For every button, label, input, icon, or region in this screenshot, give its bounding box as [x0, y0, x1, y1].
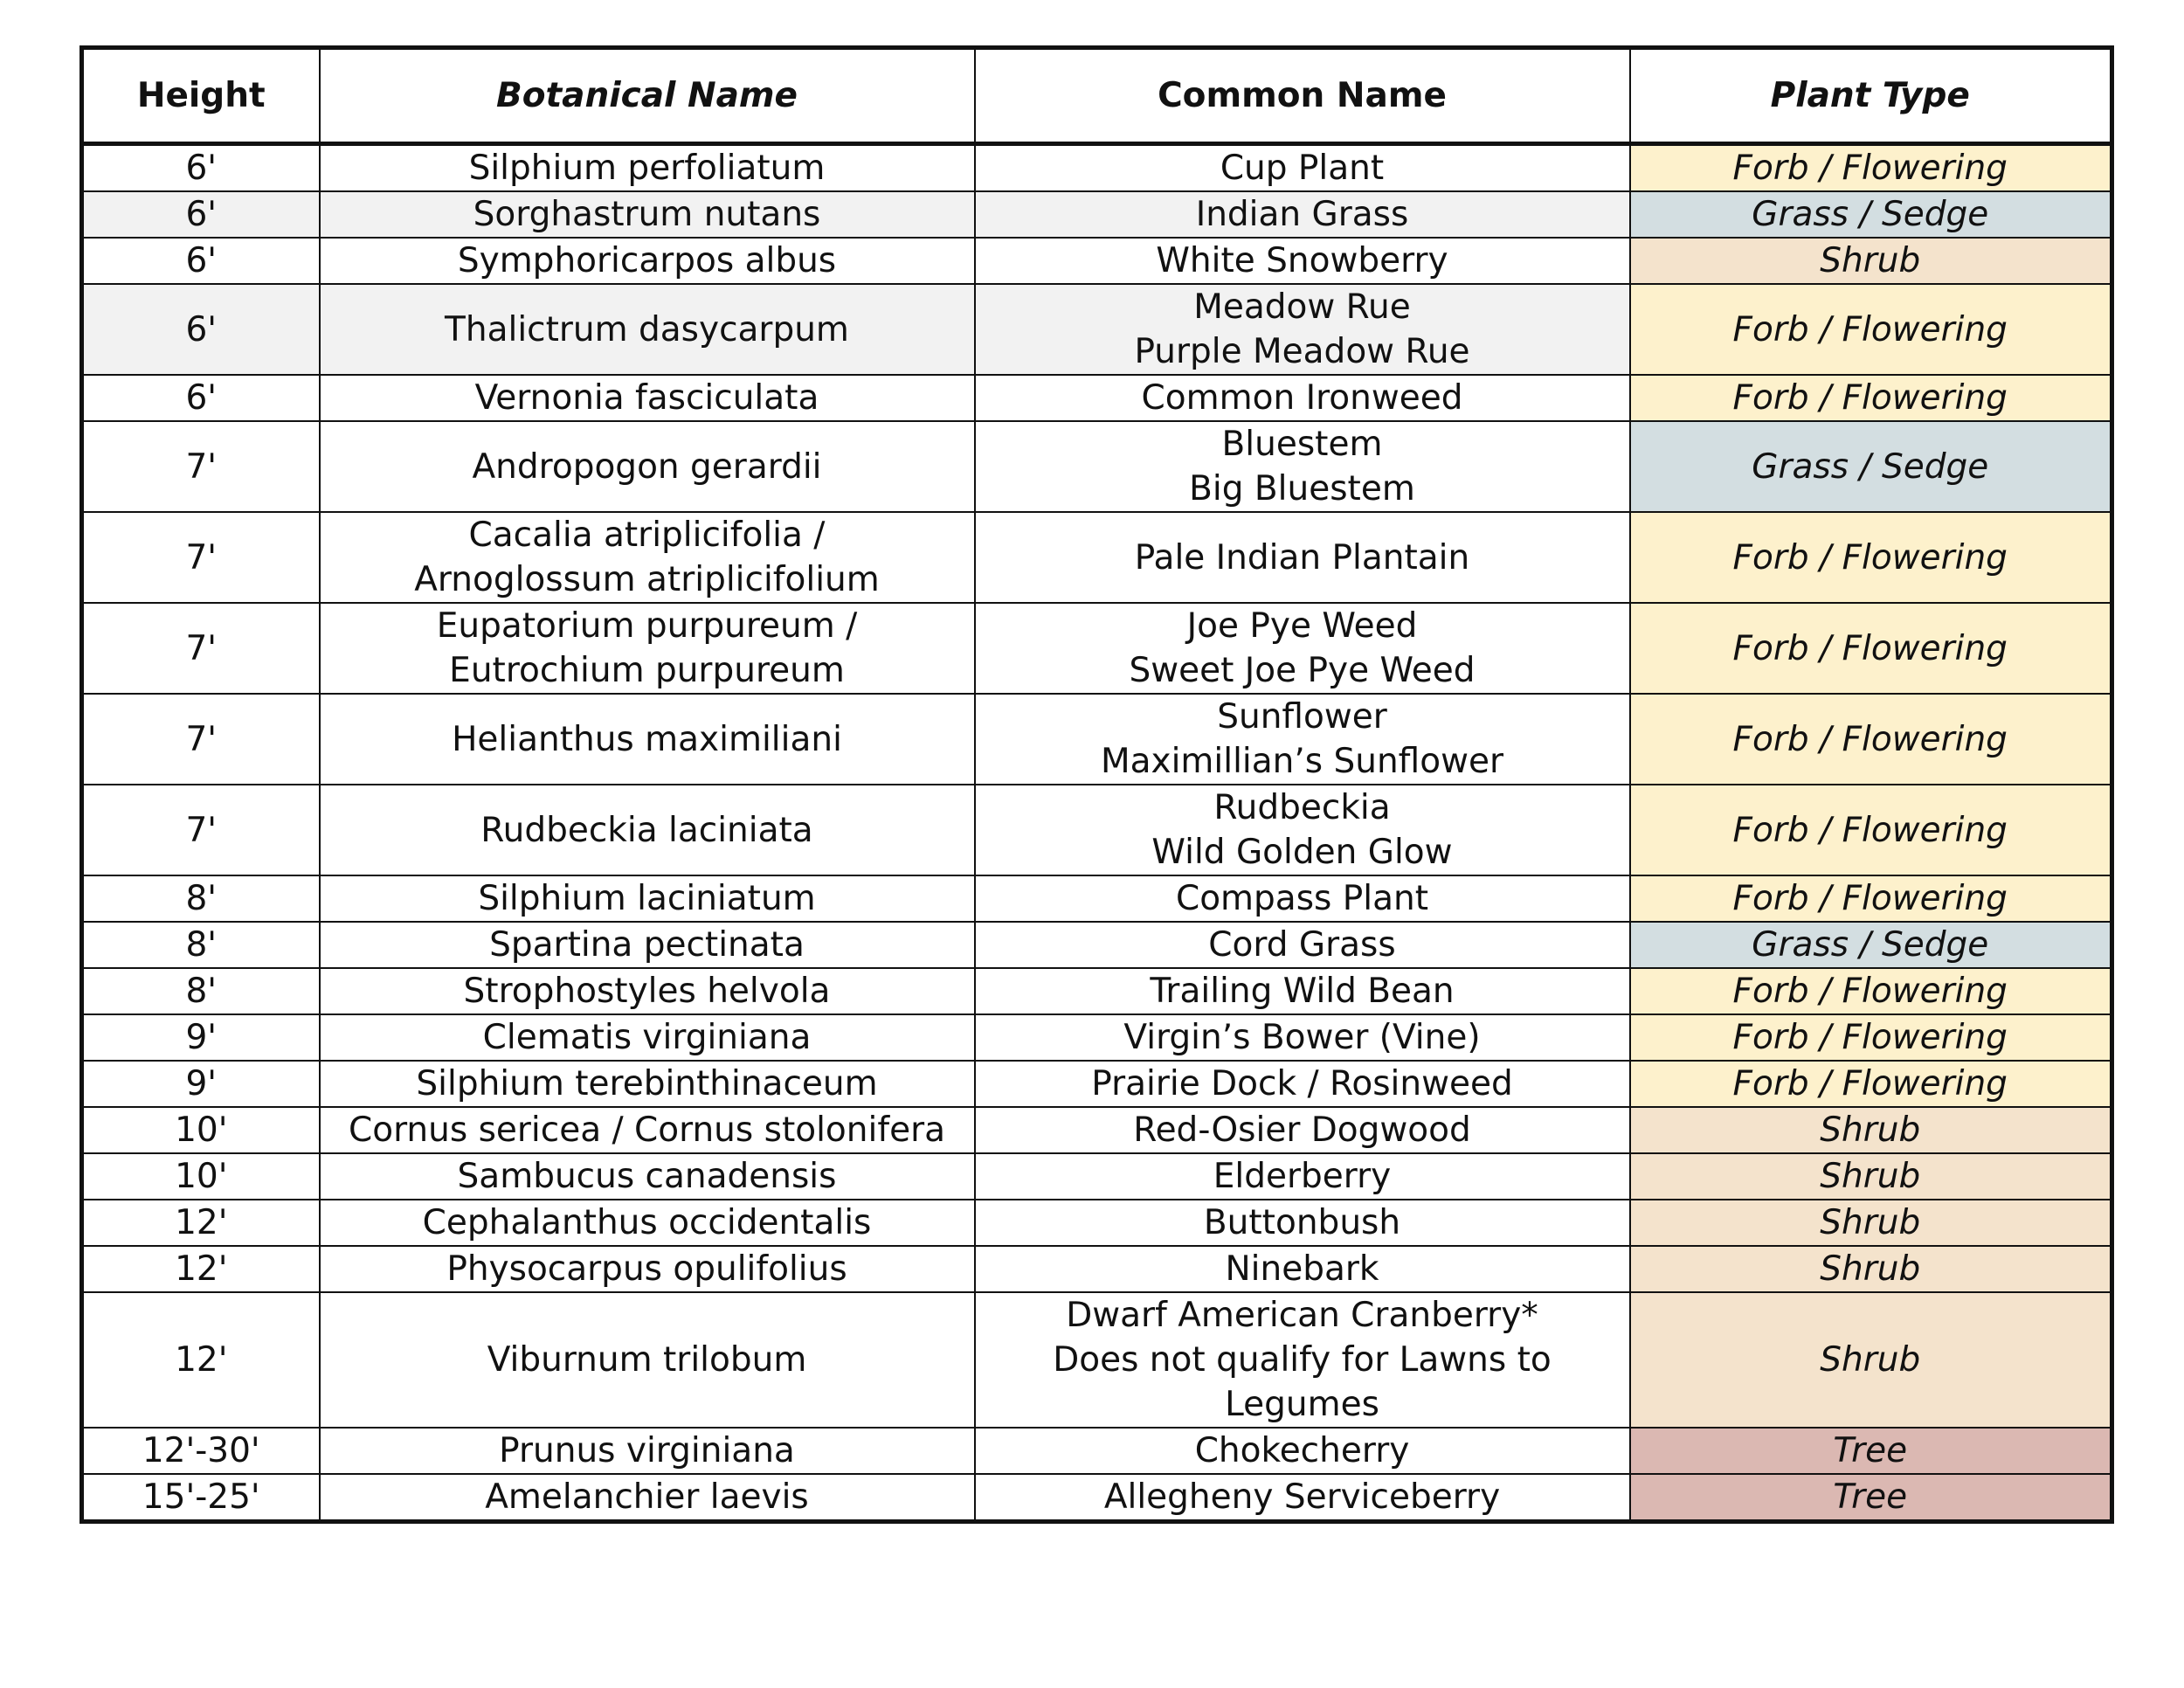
plant-type-cell: Shrub: [1630, 1107, 2112, 1153]
common-name-cell: [975, 1200, 1630, 1246]
plant-type-cell: Forb / Flowering: [1630, 785, 2112, 875]
common-name-line: Meadow Rue: [1193, 287, 1411, 327]
common-name-cell: [975, 191, 1630, 238]
botanical-name-cell: [320, 922, 975, 968]
plant-type-cell: Forb / Flowering: [1630, 875, 2112, 922]
botanical-name-cell: [320, 875, 975, 922]
common-name-cell: [975, 1107, 1630, 1153]
plant-table: [79, 45, 2114, 1524]
common-name-line: Dwarf American Cranberry*: [1066, 1296, 1538, 1335]
botanical-name-line: Silphium laciniatum: [478, 879, 816, 918]
common-name-cell: [975, 1014, 1630, 1061]
common-name-line: Virgin’s Bower (Vine): [1123, 1018, 1481, 1057]
height-cell: 8': [82, 968, 320, 1014]
botanical-name-cell: [320, 1246, 975, 1292]
height-cell: 7': [82, 785, 320, 875]
height-cell: 6': [82, 375, 320, 421]
botanical-name-cell: [320, 1153, 975, 1200]
botanical-name-line: Strophostyles helvola: [463, 972, 831, 1011]
common-name-cell: [975, 375, 1630, 421]
botanical-name-line: Rudbeckia laciniata: [480, 810, 813, 850]
table-row: [82, 1474, 2112, 1522]
common-name-line: Allegheny Serviceberry: [1103, 1477, 1501, 1517]
common-name-line: Cup Plant: [1220, 149, 1385, 188]
common-name-line: White Snowberry: [1156, 241, 1448, 280]
height-cell: 12': [82, 1246, 320, 1292]
botanical-name-cell: [320, 512, 975, 603]
common-name-cell: [975, 1292, 1630, 1428]
table-row: [82, 512, 2112, 603]
botanical-name-cell: [320, 191, 975, 238]
common-name-line: Cord Grass: [1208, 925, 1396, 965]
botanical-name-cell: [320, 421, 975, 512]
table-row: [82, 238, 2112, 284]
header-plant-type: Plant Type: [1630, 48, 2112, 144]
table-row: [82, 144, 2112, 192]
botanical-name-cell: [320, 375, 975, 421]
height-cell: 7': [82, 512, 320, 603]
table-row: [82, 1428, 2112, 1474]
height-cell: 12': [82, 1200, 320, 1246]
table-row: [82, 694, 2112, 785]
botanical-name-line: Cacalia atriplicifolia /: [468, 515, 826, 555]
height-cell: 6': [82, 191, 320, 238]
table-row: [82, 785, 2112, 875]
botanical-name-line: Prunus virginiana: [499, 1431, 795, 1470]
table-row: [82, 421, 2112, 512]
botanical-name-line: Eupatorium purpureum /: [436, 606, 858, 646]
table-row: [82, 375, 2112, 421]
height-cell: 12'-30': [82, 1428, 320, 1474]
plant-type-cell: Forb / Flowering: [1630, 375, 2112, 421]
plant-type-cell: Forb / Flowering: [1630, 284, 2112, 375]
botanical-name-cell: [320, 1014, 975, 1061]
height-cell: 7': [82, 421, 320, 512]
common-name-line: Does not qualify for Lawns to: [1053, 1340, 1552, 1380]
botanical-name-line: Eutrochium purpureum: [449, 651, 845, 690]
botanical-name-line: Clematis virginiana: [482, 1018, 812, 1057]
header-common-name: Common Name: [975, 48, 1630, 144]
height-cell: 10': [82, 1153, 320, 1200]
table-row: [82, 1061, 2112, 1107]
header-height: Height: [82, 48, 320, 144]
height-cell: 6': [82, 284, 320, 375]
botanical-name-line: Sorghastrum nutans: [473, 195, 821, 234]
common-name-line: Purple Meadow Rue: [1134, 332, 1470, 371]
common-name-cell: [975, 603, 1630, 694]
common-name-line: Bluestem: [1221, 425, 1383, 464]
botanical-name-line: Physocarpus opulifolius: [446, 1249, 847, 1289]
common-name-cell: [975, 1246, 1630, 1292]
common-name-line: Rudbeckia: [1213, 788, 1391, 827]
height-cell: 9': [82, 1014, 320, 1061]
height-cell: 8': [82, 875, 320, 922]
common-name-line: Legumes: [1225, 1385, 1379, 1424]
table-row: [82, 284, 2112, 375]
plant-type-cell: Grass / Sedge: [1630, 191, 2112, 238]
common-name-line: Red-Osier Dogwood: [1133, 1110, 1471, 1150]
common-name-line: Maximillian’s Sunflower: [1100, 742, 1504, 781]
table-row: [82, 1107, 2112, 1153]
botanical-name-line: Arnoglossum atriplicifolium: [414, 560, 880, 599]
table-row: [82, 1014, 2112, 1061]
common-name-cell: [975, 284, 1630, 375]
plant-type-cell: Tree: [1630, 1428, 2112, 1474]
common-name-line: Sunflower: [1217, 697, 1387, 737]
botanical-name-line: Sambucus canadensis: [457, 1157, 837, 1196]
common-name-line: Big Bluestem: [1189, 469, 1415, 508]
common-name-cell: [975, 1474, 1630, 1522]
plant-type-cell: Forb / Flowering: [1630, 603, 2112, 694]
table-row: [82, 1200, 2112, 1246]
botanical-name-line: Viburnum trilobum: [487, 1340, 807, 1380]
botanical-name-line: Symphoricarpos albus: [457, 241, 837, 280]
plant-type-cell: Grass / Sedge: [1630, 922, 2112, 968]
botanical-name-cell: [320, 238, 975, 284]
plant-type-cell: Forb / Flowering: [1630, 1014, 2112, 1061]
common-name-line: Ninebark: [1225, 1249, 1379, 1289]
common-name-line: Prairie Dock / Rosinweed: [1091, 1064, 1513, 1103]
plant-type-cell: Shrub: [1630, 1200, 2112, 1246]
botanical-name-line: Cephalanthus occidentalis: [422, 1203, 872, 1242]
common-name-cell: [975, 968, 1630, 1014]
height-cell: 6': [82, 144, 320, 192]
plant-type-cell: Forb / Flowering: [1630, 144, 2112, 192]
table-row: [82, 1153, 2112, 1200]
botanical-name-line: Spartina pectinata: [489, 925, 805, 965]
plant-type-cell: Shrub: [1630, 1292, 2112, 1428]
common-name-cell: [975, 922, 1630, 968]
plant-type-cell: Tree: [1630, 1474, 2112, 1522]
botanical-name-cell: [320, 284, 975, 375]
table-row: [82, 922, 2112, 968]
plant-type-cell: Grass / Sedge: [1630, 421, 2112, 512]
plant-type-cell: Forb / Flowering: [1630, 968, 2112, 1014]
botanical-name-line: Thalictrum dasycarpum: [445, 309, 849, 349]
header-row: [82, 48, 2112, 144]
table-row: [82, 1246, 2112, 1292]
botanical-name-line: Silphium terebinthinaceum: [416, 1064, 878, 1103]
common-name-line: Pale Indian Plantain: [1134, 537, 1470, 578]
table-row: [82, 1292, 2112, 1428]
height-cell: 8': [82, 922, 320, 968]
common-name-line: Chokecherry: [1194, 1431, 1410, 1470]
common-name-cell: [975, 421, 1630, 512]
height-cell: 6': [82, 238, 320, 284]
botanical-name-cell: [320, 968, 975, 1014]
table-row: [82, 968, 2112, 1014]
botanical-name-line: Cornus sericea / Cornus stolonifera: [348, 1110, 945, 1150]
botanical-name-cell: [320, 785, 975, 875]
common-name-cell: [975, 512, 1630, 603]
table-row: [82, 875, 2112, 922]
plant-type-cell: Shrub: [1630, 1153, 2112, 1200]
common-name-line: Trailing Wild Bean: [1150, 972, 1455, 1011]
plant-type-cell: Shrub: [1630, 1246, 2112, 1292]
height-cell: 12': [82, 1292, 320, 1428]
common-name-cell: [975, 144, 1630, 192]
botanical-name-cell: [320, 1292, 975, 1428]
botanical-name-line: Andropogon gerardii: [472, 446, 822, 487]
table-row: [82, 603, 2112, 694]
botanical-name-cell: [320, 1200, 975, 1246]
plant-type-cell: Forb / Flowering: [1630, 512, 2112, 603]
common-name-cell: [975, 1428, 1630, 1474]
common-name-line: Compass Plant: [1175, 879, 1429, 918]
common-name-line: Wild Golden Glow: [1151, 833, 1453, 872]
common-name-cell: [975, 1153, 1630, 1200]
common-name-cell: [975, 238, 1630, 284]
plant-type-cell: Forb / Flowering: [1630, 1061, 2112, 1107]
common-name-line: Sweet Joe Pye Weed: [1129, 651, 1476, 690]
botanical-name-line: Helianthus maximiliani: [452, 719, 842, 759]
botanical-name-cell: [320, 603, 975, 694]
common-name-line: Indian Grass: [1195, 195, 1409, 234]
botanical-name-cell: [320, 1474, 975, 1522]
plant-type-cell: Forb / Flowering: [1630, 694, 2112, 785]
botanical-name-line: Silphium perfoliatum: [468, 149, 826, 188]
botanical-name-cell: [320, 1061, 975, 1107]
height-cell: 10': [82, 1107, 320, 1153]
header-botanical-name: Botanical Name: [320, 48, 975, 144]
botanical-name-cell: [320, 144, 975, 192]
common-name-line: Elderberry: [1213, 1157, 1392, 1196]
height-cell: 15'-25': [82, 1474, 320, 1522]
common-name-cell: [975, 1061, 1630, 1107]
common-name-cell: [975, 785, 1630, 875]
table-body: [82, 144, 2112, 1522]
botanical-name-line: Vernonia fasciculata: [474, 378, 819, 418]
common-name-cell: [975, 875, 1630, 922]
height-cell: 7': [82, 603, 320, 694]
plant-type-cell: Shrub: [1630, 238, 2112, 284]
botanical-name-cell: [320, 1107, 975, 1153]
common-name-line: Buttonbush: [1203, 1203, 1401, 1242]
botanical-name-cell: [320, 1428, 975, 1474]
table-row: [82, 191, 2112, 238]
botanical-name-line: Amelanchier laevis: [485, 1477, 809, 1517]
common-name-cell: [975, 694, 1630, 785]
height-cell: 7': [82, 694, 320, 785]
common-name-line: Common Ironweed: [1141, 378, 1463, 418]
height-cell: 9': [82, 1061, 320, 1107]
botanical-name-cell: [320, 694, 975, 785]
common-name-line: Joe Pye Weed: [1186, 606, 1418, 646]
